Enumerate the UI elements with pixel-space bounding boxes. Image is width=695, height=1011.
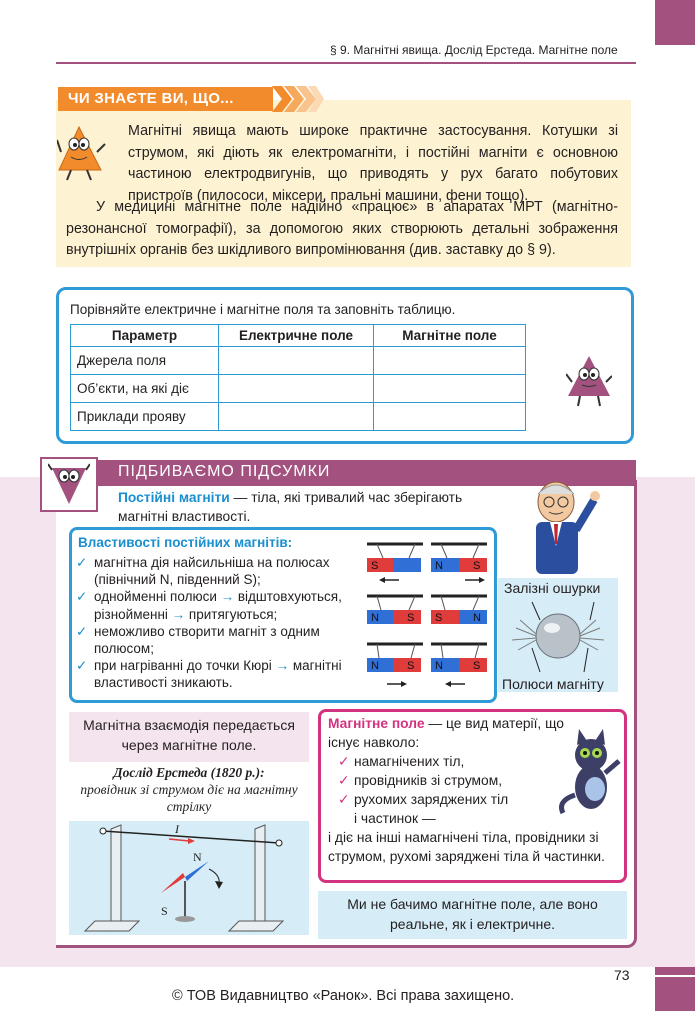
did-you-know-paragraph-2: У медицині магнітне поле надійно «працює» в апаратах МРТ (магнітно-резонансної томографії), за допомогою яких створюють детальні зображення внутрішніх органів без шкідливого випромінювання (див. заставку до § 9). xyxy=(66,199,618,258)
table-cell-empty[interactable] xyxy=(374,347,526,375)
list-item-text: різнойменні xyxy=(94,606,172,622)
svg-text:N: N xyxy=(435,560,443,572)
corner-tab-divider xyxy=(655,975,695,977)
oersted-experiment-caption: провідник зі струмом діє на магнітну стрілку xyxy=(80,782,298,814)
table-cell-empty[interactable] xyxy=(374,375,526,403)
list-item-text: при нагріванні до точки Кюрі xyxy=(94,658,276,674)
table-cell-empty[interactable] xyxy=(219,347,374,375)
svg-text:S: S xyxy=(435,612,443,624)
table-header-cell: Електричне поле xyxy=(219,325,374,347)
check-icon: ✓ xyxy=(338,773,350,788)
svg-text:N: N xyxy=(371,660,379,672)
svg-text:S: S xyxy=(407,612,415,624)
svg-text:S: S xyxy=(371,560,379,572)
list-item xyxy=(76,623,361,657)
magnetic-field-action: і діє на інші намагнічені тіла, провідники зі струмом, рухомі заряджені тіла й частинки. xyxy=(328,830,605,864)
table-header-cell: Параметр xyxy=(71,325,219,347)
svg-text:I: I xyxy=(175,822,179,836)
magnetic-field-sources-list xyxy=(338,752,508,828)
check-icon: ✓ xyxy=(76,555,88,570)
magnets-interaction-illustration xyxy=(365,538,490,696)
svg-text:N: N xyxy=(371,612,379,624)
list-item xyxy=(76,554,361,588)
list-item-text: відштовхуються, xyxy=(237,589,342,605)
svg-text:N: N xyxy=(193,850,202,864)
svg-text:S: S xyxy=(473,560,481,572)
corner-tab xyxy=(655,0,695,45)
list-item-text: притягуються; xyxy=(188,606,278,622)
oersted-experiment-title: Дослід Ерстеда (1820 р.): xyxy=(113,765,265,780)
svg-text:S: S xyxy=(407,660,415,672)
summary-title: ПІДБИВАЄМО ПІДСУМКИ xyxy=(118,463,331,480)
magnet-with-filings-illustration xyxy=(502,598,614,674)
table-cell: Джерела поля xyxy=(71,347,219,375)
list-item-text: однойменні полюси xyxy=(94,589,221,605)
arrow-right-icon: → xyxy=(171,606,186,622)
arrow-right-icon: → xyxy=(275,658,290,674)
table-cell: Приклади прояву xyxy=(71,403,219,431)
magnet-poles-label: Полюси магніту xyxy=(502,676,604,692)
list-item-text: магнітні властивості зникають. xyxy=(94,658,342,691)
svg-text:S: S xyxy=(473,660,481,672)
check-icon: ✓ xyxy=(338,792,350,807)
list-item-text: магнітна дія найсильніша на полюсах (північний N, південний S); xyxy=(94,555,330,588)
table-row xyxy=(71,375,526,403)
permanent-magnets-definition xyxy=(118,488,488,526)
arrow-right-icon: → xyxy=(220,589,235,605)
purple-triangle-mascot-icon xyxy=(48,462,90,508)
list-item xyxy=(76,657,361,691)
iron-filings-label: Залізні ошурки xyxy=(504,580,601,596)
did-you-know-title: ЧИ ЗНАЄТЕ ВИ, ЩО... xyxy=(68,90,234,107)
header-rule xyxy=(56,62,636,64)
compare-table xyxy=(70,324,526,431)
magnet-pair-repel-north xyxy=(367,596,487,624)
compare-task-instruction: Порівняйте електричне і магнітне поля та заповніть таблицю. xyxy=(70,302,456,317)
interaction-text: Магнітна взаємодія передається через магнітне поле. xyxy=(83,717,295,753)
check-icon: ✓ xyxy=(76,589,88,605)
properties-title: Властивості постійних магнітів: xyxy=(78,535,293,550)
table-cell-empty[interactable] xyxy=(219,403,374,431)
svg-text:S: S xyxy=(161,904,168,918)
list-item xyxy=(338,790,508,809)
list-item-text: рухомих заряджених тіл xyxy=(354,792,509,807)
permanent-magnets-term: Постійні магніти xyxy=(118,490,230,505)
magnetic-field-definition xyxy=(328,714,568,752)
list-item-continuation xyxy=(338,809,508,828)
did-you-know-paragraph-1: Магнітні явища мають широке практичне застосування. Котушки зі струмом, які діють як електромагніти, і постійні магніти є основною частиною електродвигунів, що приводять у рух багато побутових пристроїв (пилососи, міксери, пральні машини, фени тощо). xyxy=(128,123,618,204)
svg-text:N: N xyxy=(473,612,481,624)
cat-illustration xyxy=(555,725,625,815)
table-row xyxy=(71,347,526,375)
list-item-text: провідників зі струмом, xyxy=(354,773,503,788)
corner-tab-bottom xyxy=(655,967,695,1011)
magnet-pair-repel-south xyxy=(367,544,487,583)
oersted-experiment-illustration xyxy=(69,821,309,935)
copyright-notice: © ТОВ Видавництво «Ранок». Всі права захищено. xyxy=(172,988,515,1004)
check-icon: ✓ xyxy=(76,658,88,674)
magnetic-field-term: Магнітне поле xyxy=(328,716,425,731)
table-row xyxy=(71,403,526,431)
running-header: § 9. Магнітні явища. Дослід Ерстеда. Магнітне поле xyxy=(330,43,618,57)
table-cell-empty[interactable] xyxy=(219,375,374,403)
table-header-cell: Магнітне поле xyxy=(374,325,526,347)
page-number: 73 xyxy=(614,967,630,983)
list-item-text: неможливо створити магніт з одним полюсом; xyxy=(94,623,320,657)
table-header-row xyxy=(71,325,526,347)
magnet-pair-attract xyxy=(367,644,487,687)
orange-triangle-mascot-icon xyxy=(57,122,107,182)
permanent-magnets-def: — тіла, які тривалий час зберігають магнітні властивості. xyxy=(118,490,463,524)
properties-list xyxy=(76,554,361,692)
list-item-text: намагнічених тіл, xyxy=(354,754,465,769)
purple-triangle-mascot-icon xyxy=(566,352,612,408)
svg-text:N: N xyxy=(435,660,443,672)
list-item-text: і частинок — xyxy=(354,811,436,826)
chevron-arrows-icon xyxy=(272,86,324,112)
professor-illustration xyxy=(516,480,606,580)
list-item xyxy=(338,752,508,771)
check-icon: ✓ xyxy=(76,623,88,639)
check-icon: ✓ xyxy=(338,754,350,769)
list-item xyxy=(76,588,361,622)
table-cell-empty[interactable] xyxy=(374,403,526,431)
invisible-field-text: Ми не бачимо магнітне поле, але воно реальне, як і електричне. xyxy=(347,896,598,932)
magnetic-field-def: — це вид матерії, що існує навколо: xyxy=(328,716,564,750)
table-cell: Об’єкти, на які діє xyxy=(71,375,219,403)
list-item xyxy=(338,771,508,790)
